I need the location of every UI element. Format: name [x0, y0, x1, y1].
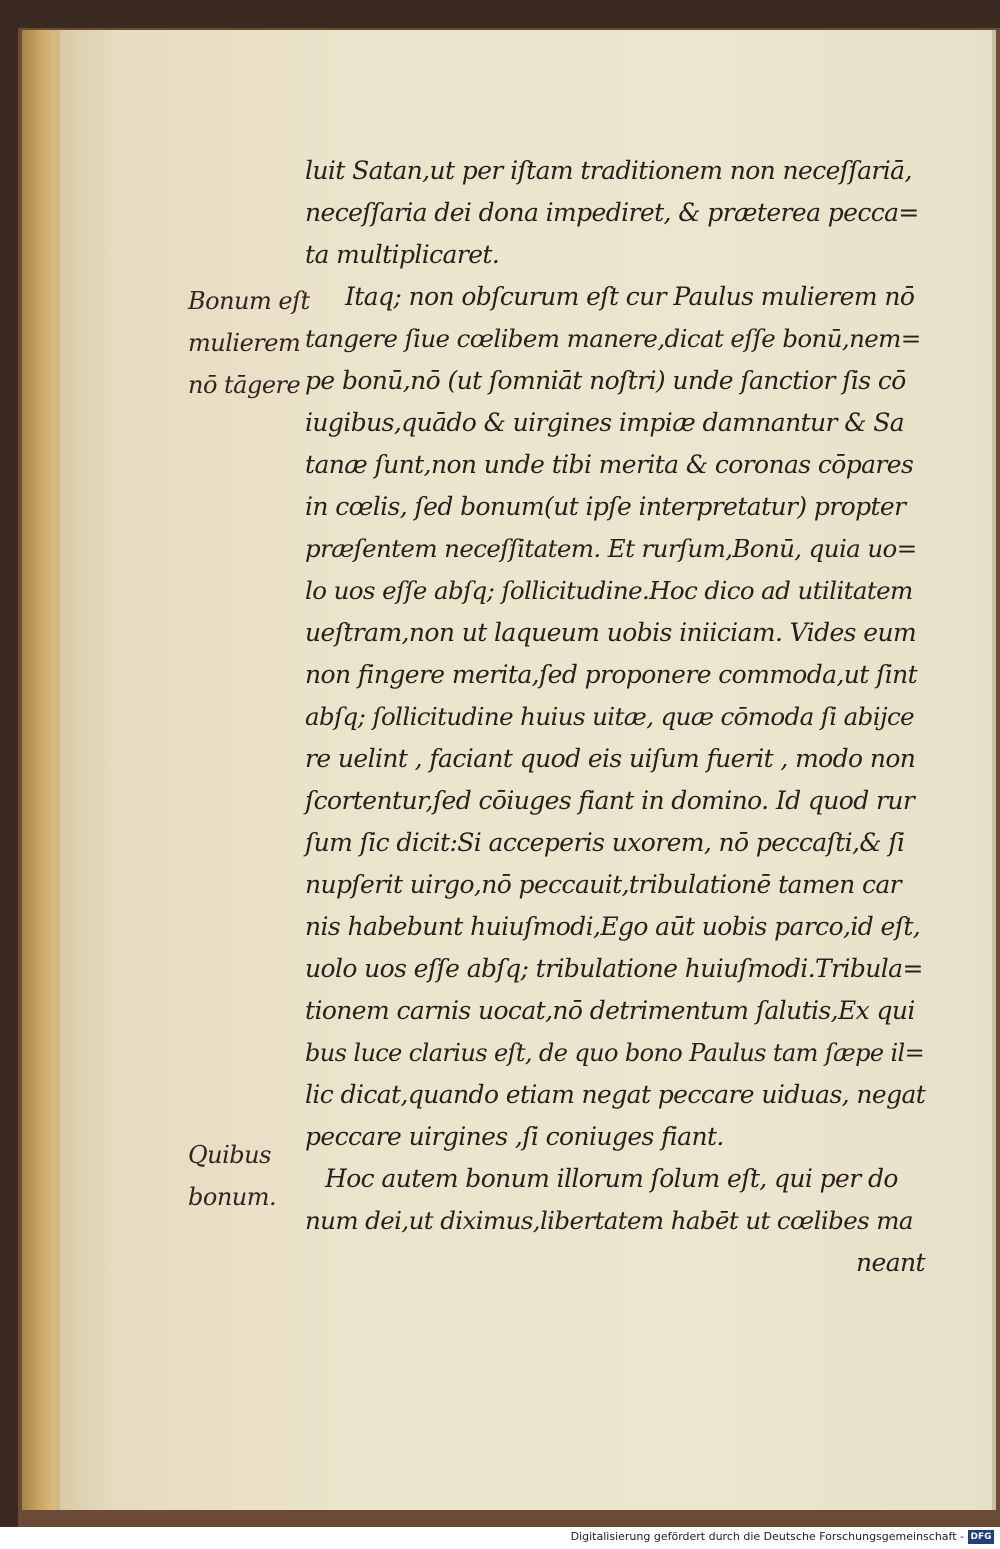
text-line: ſcortentur,ſed cōiuges fiant in domino. Id quod rur — [305, 786, 915, 815]
text-line: ſum ſic dicit:Si acceperis uxorem, nō peccaſti,& ſi — [305, 828, 905, 857]
text-line: tionem carnis uocat,nō detrimentum ſalutis,Ex qui — [305, 996, 915, 1025]
digitization-footer — [0, 1527, 1000, 1549]
text-line: ta multiplicaret. — [305, 240, 500, 269]
text-line: lic dicat,quando etiam negat peccare uiduas, negat — [305, 1080, 926, 1109]
margin-note-line: nō tāgere — [188, 371, 301, 399]
text-line: Itaq; non obſcurum eſt cur Paulus mulierem nō — [345, 282, 915, 311]
funding-credit: Digitalisierung gefördert durch die Deutsche Forschungsgemeinschaft - — [570, 1530, 964, 1543]
text-line: in cœlis, ſed bonum(ut ipſe interpretatur) propter — [305, 492, 906, 521]
text-line: bus luce clarius eſt, de quo bono Paulus tam ſæpe il= — [305, 1039, 925, 1067]
catchword: neant — [856, 1248, 925, 1277]
text-line: iugibus,quādo & uirgines impiæ damnantur & Sa — [305, 408, 905, 437]
main-text-block — [305, 150, 925, 1284]
dfg-logo: DFG — [968, 1530, 994, 1544]
text-line: lo uos eſſe abſq; ſollicitudine.Hoc dico ad utilitatem — [305, 576, 913, 605]
margin-note-line: mulierem — [188, 329, 301, 357]
text-line: abſq; ſollicitudine huius uitæ, quæ cōmoda ſi abijce — [305, 702, 915, 731]
text-line: neceſſaria dei dona impediret, & præterea pecca= — [305, 198, 919, 227]
margin-note-bonum-est — [188, 280, 310, 406]
text-line: pe bonū,nō (ut ſomniāt noſtri) unde ſanctior ſis cō — [305, 366, 906, 395]
text-line: num dei,ut diximus,libertatem habēt ut cœlibes ma — [305, 1206, 913, 1235]
margin-note-quibus-bonum — [188, 1134, 276, 1218]
margin-note-line: Quibus — [188, 1141, 271, 1169]
text-line: Hoc autem bonum illorum ſolum eſt, qui per do — [325, 1164, 898, 1193]
text-line: luit Satan,ut per iſtam traditionem non neceſſariā, — [305, 156, 912, 185]
text-line: nis habebunt huiuſmodi,Ego aūt uobis parco,id eſt, — [305, 912, 921, 941]
text-line: re uelint , faciant quod eis uiſum fuerit , modo non — [305, 744, 916, 773]
text-line: non fingere merita,ſed proponere commoda,ut ſint — [305, 660, 918, 689]
text-line: peccare uirgines ,ſi coniuges fiant. — [305, 1122, 724, 1151]
text-line: tangere ſiue cœlibem manere,dicat eſſe bonū,nem= — [305, 324, 921, 353]
text-line: nupſerit uirgo,nō peccauit,tribulationē tamen car — [305, 870, 902, 899]
text-line: præſentem neceſſitatem. Et rurſum,Bonū, quia uo= — [305, 534, 917, 563]
margin-note-line: Bonum eſt — [188, 287, 310, 315]
text-line: ueſtram,non ut laqueum uobis iniiciam. Vides eum — [305, 618, 917, 647]
page-edges — [22, 30, 62, 1510]
text-line: uolo uos eſſe abſq; tribulatione huiuſmodi.Tribula= — [305, 954, 923, 983]
text-line: tanæ ſunt,non unde tibi merita & coronas cōpares — [305, 450, 914, 479]
margin-note-line: bonum. — [188, 1183, 277, 1211]
